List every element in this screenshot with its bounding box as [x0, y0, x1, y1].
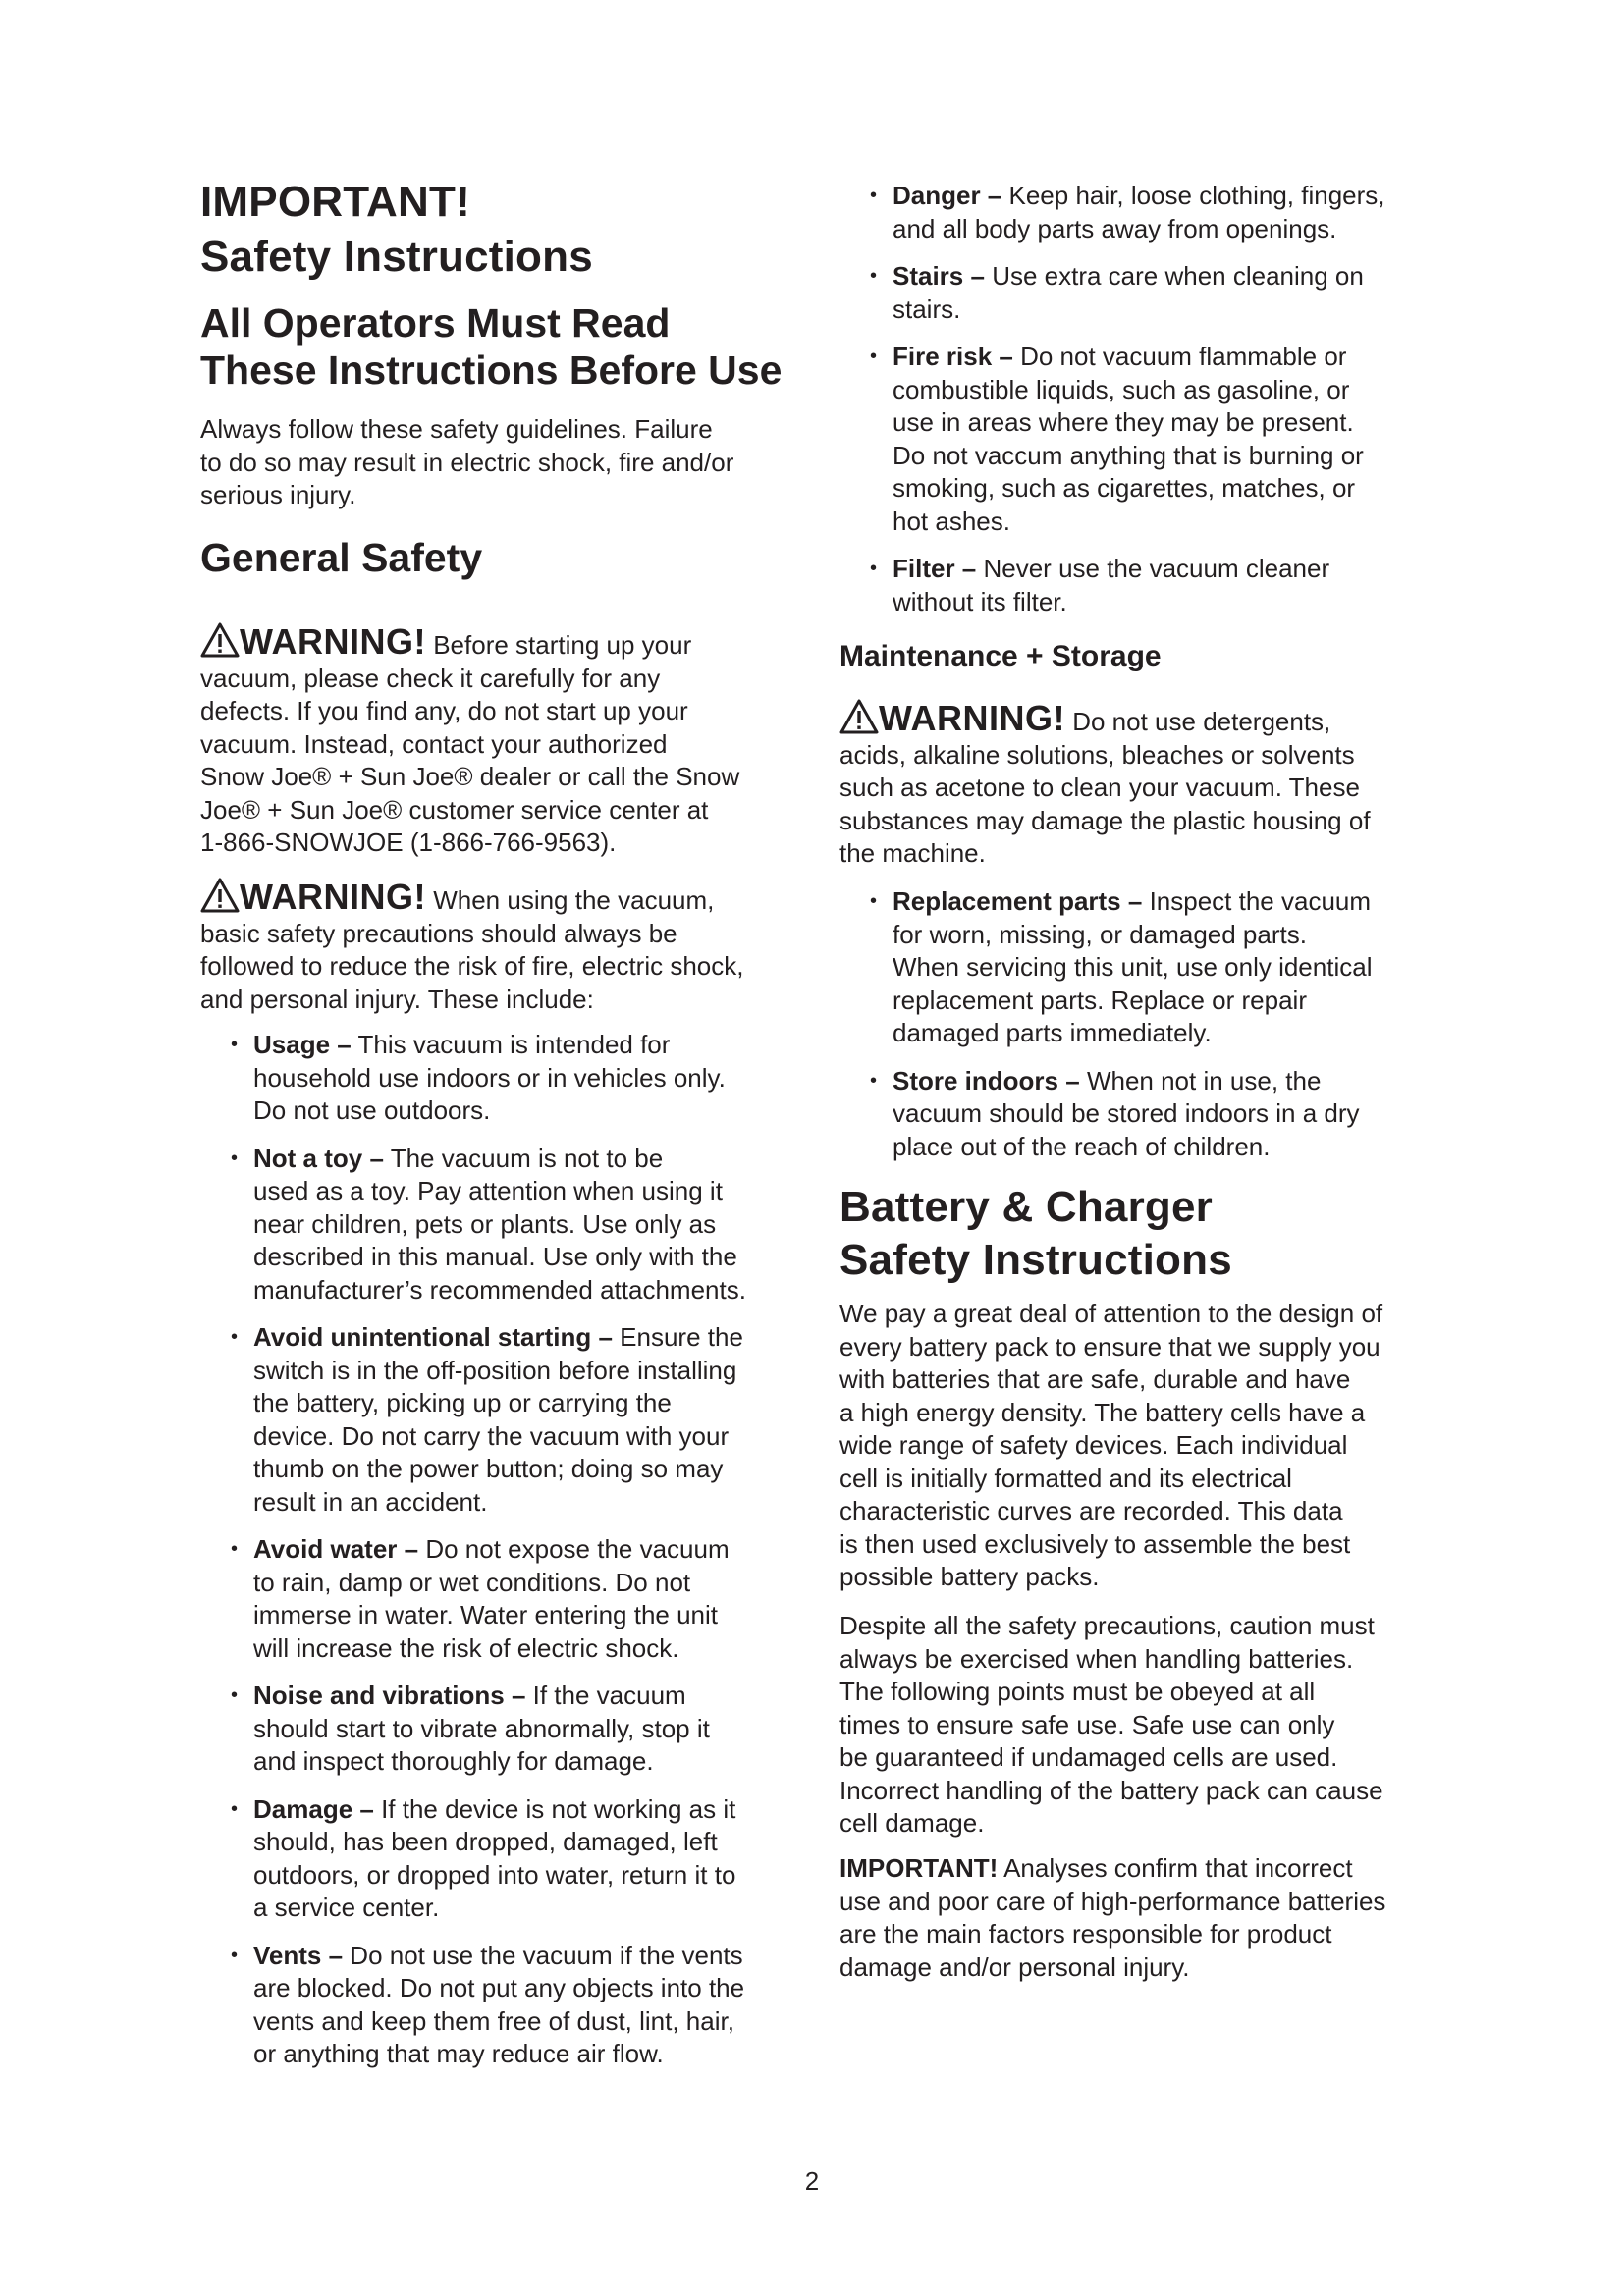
important-first-line: Analyses confirm that incorrect: [1003, 1853, 1353, 1883]
bullet-icon: •: [231, 1797, 239, 1820]
important-label: IMPORTANT!: [839, 1853, 999, 1883]
warning-block-1: [200, 622, 829, 860]
bullet-line: without its filter.: [893, 586, 1067, 616]
bullet-label: Usage –: [253, 1030, 352, 1059]
bullet-line: thumb on the power button; doing so may: [253, 1454, 724, 1483]
bullet-line: smoking, such as cigarettes, matches, or: [893, 473, 1356, 503]
bullet-line: household use indoors or in vehicles only.: [253, 1062, 726, 1093]
warning-triangle-icon: [200, 878, 240, 913]
bullet-line: result in an accident.: [253, 1486, 488, 1517]
intro-paragraph: [200, 413, 733, 512]
bullet-icon: •: [870, 558, 878, 579]
bullet-line: vents and keep them free of dust, lint, hair,: [253, 2005, 734, 2036]
bullet-line: outdoors, or dropped into water, return it to: [253, 1859, 736, 1890]
bullet-first-line: If the device is not working as it: [381, 1793, 736, 1824]
paragraph-line: every battery pack to ensure that we supply you: [839, 1331, 1380, 1362]
bullet-line: are blocked. Do not put any objects into the: [253, 1973, 745, 2002]
warning-block-2: [200, 878, 829, 1016]
warning-line: substances may damage the plastic housing of: [839, 805, 1371, 835]
bullet-label: Avoid water –: [253, 1534, 419, 1564]
bullet-icon: •: [870, 185, 878, 206]
bullet-label: Danger –: [893, 181, 1002, 210]
bullet-line: device. Do not carry the vacuum with your: [253, 1420, 730, 1451]
bullet-line: and all body parts away from openings.: [893, 213, 1337, 243]
bullet-line: vacuum should be stored indoors in a dry: [893, 1098, 1360, 1128]
bullet-line: Do not use outdoors.: [253, 1095, 491, 1125]
paragraph-line: use and poor care of high-performance batteries: [839, 1886, 1386, 1916]
bullet-icon: •: [231, 1684, 239, 1706]
bullet-first-line: If the vacuum: [532, 1681, 686, 1710]
bullet-first-line: This vacuum is intended for: [357, 1030, 671, 1059]
list-item: [866, 885, 1455, 1050]
bullet-line: use in areas where they may be present.: [893, 407, 1354, 437]
list-item: [227, 1029, 836, 1128]
warning-triangle-icon: [200, 622, 240, 658]
battery-heading: [839, 1181, 1232, 1287]
battery-paragraph-1: [839, 1298, 1448, 1594]
bullet-line: near children, pets or plants. Use only as: [253, 1208, 717, 1239]
warning-label: WARNING!: [240, 877, 426, 917]
bullet-line: immerse in water. Water entering the unit: [253, 1600, 719, 1629]
warning-line: defects. If you find any, do not start up your: [200, 696, 688, 725]
warning-line: vacuum, please check it carefully for any: [200, 663, 661, 693]
paragraph-line: be guaranteed if undamaged cells are used.: [839, 1742, 1338, 1772]
warning-line: Joe® + Sun Joe® customer service center at: [200, 794, 709, 825]
warning-line: and personal injury. These include:: [200, 984, 594, 1014]
paragraph-line: The following points must be obeyed at all: [839, 1677, 1316, 1706]
title-safety-instructions: Safety Instructions: [200, 233, 593, 281]
bullet-icon: •: [231, 1538, 239, 1560]
right-bullet-list-top: [866, 180, 1455, 618]
bullet-line: switch is in the off-position before installing: [253, 1355, 737, 1385]
list-item: [227, 1533, 836, 1665]
title-important: IMPORTANT!: [200, 178, 470, 226]
bullet-line: should start to vibrate abnormally, stop it: [253, 1713, 710, 1743]
general-safety-heading: General Safety: [200, 535, 483, 580]
bullet-label: Damage –: [253, 1793, 374, 1824]
paragraph-line: a high energy density. The battery cells have a: [839, 1397, 1366, 1427]
list-item: [227, 1940, 836, 2071]
bullet-line: manufacturer’s recommended attachments.: [253, 1274, 746, 1305]
warning-line: followed to reduce the risk of fire, electric shock,: [200, 951, 744, 981]
warning-line: vacuum. Instead, contact your authorized: [200, 728, 668, 759]
important-paragraph: [839, 1852, 1448, 1984]
bullet-label: Not a toy –: [253, 1143, 384, 1173]
bullet-label: Replacement parts –: [893, 886, 1143, 916]
bullet-icon: •: [231, 1147, 239, 1169]
paragraph-line: possible battery packs.: [839, 1562, 1100, 1591]
bullet-icon: •: [870, 1069, 878, 1092]
bullet-label: Stairs –: [893, 261, 985, 291]
intro-line: serious injury.: [200, 480, 356, 509]
bullet-line: should, has been dropped, damaged, left: [253, 1827, 718, 1856]
bullet-line: for worn, missing, or damaged parts.: [893, 919, 1307, 949]
battery-heading-line-1: Battery & Charger: [839, 1183, 1213, 1231]
list-item: [227, 1143, 836, 1308]
main-title: [200, 177, 593, 283]
paragraph-line: is then used exclusively to assemble the best: [839, 1528, 1351, 1559]
operators-subtitle: [200, 299, 782, 394]
paragraph-line: always be exercised when handling batteries.: [839, 1643, 1354, 1674]
bullet-line: or anything that may reduce air flow.: [253, 2039, 664, 2068]
paragraph-line: cell damage.: [839, 1808, 985, 1838]
warning-label: WARNING!: [879, 698, 1065, 738]
list-item: [866, 260, 1455, 326]
bullet-line: described in this manual. Use only with the: [253, 1242, 737, 1271]
bullet-first-line: Inspect the vacuum: [1149, 886, 1372, 916]
subtitle-line-2: These Instructions Before Use: [200, 347, 783, 393]
paragraph-line: We pay a great deal of attention to the design of: [839, 1299, 1383, 1328]
list-item: [866, 1065, 1455, 1164]
paragraph-line: with batteries that are safe, durable and have: [839, 1364, 1351, 1394]
battery-heading-line-2: Safety Instructions: [839, 1236, 1232, 1284]
bullet-line: replacement parts. Replace or repair: [893, 985, 1307, 1015]
warning-line: 1-866-SNOWJOE (1-866-766-9563).: [200, 828, 617, 857]
subtitle-line-1: All Operators Must Read: [200, 300, 671, 346]
bullet-icon: •: [870, 346, 878, 367]
bullet-label: Noise and vibrations –: [253, 1681, 526, 1710]
bullet-first-line: Use extra care when cleaning on: [992, 261, 1364, 291]
bullet-first-line: Never use the vacuum cleaner: [983, 554, 1330, 583]
list-item: [866, 341, 1455, 538]
bullet-line: Do not vaccum anything that is burning or: [893, 440, 1364, 470]
bullet-first-line: Do not vacuum flammable or: [1020, 342, 1347, 371]
maintenance-storage-heading: Maintenance + Storage: [839, 640, 1162, 672]
list-item: [227, 1321, 836, 1519]
bullet-first-line: Do not expose the vacuum: [425, 1534, 730, 1564]
bullet-icon: •: [231, 1944, 239, 1966]
paragraph-line: cell is initially formatted and its electrical: [839, 1463, 1292, 1493]
paragraph-line: damage and/or personal injury.: [839, 1951, 1190, 1982]
bullet-line: a service center.: [253, 1893, 440, 1922]
left-bullet-list: [227, 1029, 836, 2071]
warning-label: WARNING!: [240, 621, 426, 662]
warning-line: acids, alkaline solutions, bleaches or solvents: [839, 739, 1355, 770]
bullet-line: combustible liquids, such as gasoline, or: [893, 374, 1350, 404]
bullet-line: stairs.: [893, 294, 961, 324]
bullet-icon: •: [870, 890, 878, 912]
bullet-label: Vents –: [253, 1940, 344, 1970]
list-item: [227, 1793, 836, 1925]
bullet-line: place out of the reach of children.: [893, 1131, 1271, 1161]
bullet-line: hot ashes.: [893, 506, 1010, 536]
bullet-label: Fire risk –: [893, 342, 1013, 371]
bullet-first-line: Do not use the vacuum if the vents: [350, 1940, 743, 1970]
paragraph-line: times to ensure safe use. Safe use can only: [839, 1709, 1335, 1739]
intro-line: to do so may result in electric shock, fire and/or: [200, 447, 734, 477]
paragraph-line: are the main factors responsible for product: [839, 1919, 1332, 1949]
warning-line: the machine.: [839, 838, 986, 868]
paragraph-line: wide range of safety devices. Each individual: [839, 1430, 1348, 1460]
bullet-line: will increase the risk of electric shock.: [253, 1632, 679, 1663]
warning-triangle-icon: [839, 699, 879, 734]
right-bullet-list-mid: [866, 885, 1455, 1163]
bullet-line: and inspect thoroughly for damage.: [253, 1746, 654, 1776]
bullet-icon: •: [870, 265, 878, 287]
bullet-icon: •: [231, 1326, 239, 1348]
list-item: [866, 180, 1455, 245]
intro-line: Always follow these safety guidelines. Failure: [200, 414, 713, 444]
list-item: [866, 553, 1455, 618]
page-number: 2: [804, 2166, 820, 2196]
bullet-first-line: The vacuum is not to be: [390, 1143, 664, 1173]
warning-block-3: [839, 699, 1448, 871]
bullet-first-line: When not in use, the: [1086, 1065, 1322, 1095]
paragraph-line: Incorrect handling of the battery pack can cause: [839, 1775, 1383, 1805]
warning-line: basic safety precautions should always be: [200, 918, 677, 948]
battery-paragraph-2: [839, 1610, 1448, 1841]
bullet-first-line: Keep hair, loose clothing, fingers,: [1008, 181, 1385, 210]
bullet-line: the battery, picking up or carrying the: [253, 1388, 672, 1417]
bullet-line: used as a toy. Pay attention when using it: [253, 1176, 723, 1205]
bullet-label: Store indoors –: [893, 1065, 1080, 1095]
warning-line: such as acetone to clean your vacuum. These: [839, 773, 1360, 802]
list-item: [227, 1680, 836, 1779]
bullet-line: damaged parts immediately.: [893, 1018, 1212, 1047]
warning-line: Snow Joe® + Sun Joe® dealer or call the Snow: [200, 762, 740, 791]
warning-first-line: Do not use detergents,: [1072, 707, 1331, 736]
warning-first-line: Before starting up your: [433, 630, 692, 660]
bullet-first-line: Ensure the: [620, 1322, 743, 1352]
bullet-label: Filter –: [893, 554, 977, 583]
bullet-label: Avoid unintentional starting –: [253, 1322, 613, 1352]
warning-first-line: When using the vacuum,: [433, 885, 715, 915]
paragraph-line: Despite all the safety precautions, caution must: [839, 1611, 1375, 1640]
bullet-line: When servicing this unit, use only identical: [893, 952, 1373, 982]
bullet-line: to rain, damp or wet conditions. Do not: [253, 1567, 691, 1597]
paragraph-line: characteristic curves are recorded. This data: [839, 1496, 1343, 1525]
bullet-icon: •: [231, 1034, 239, 1055]
